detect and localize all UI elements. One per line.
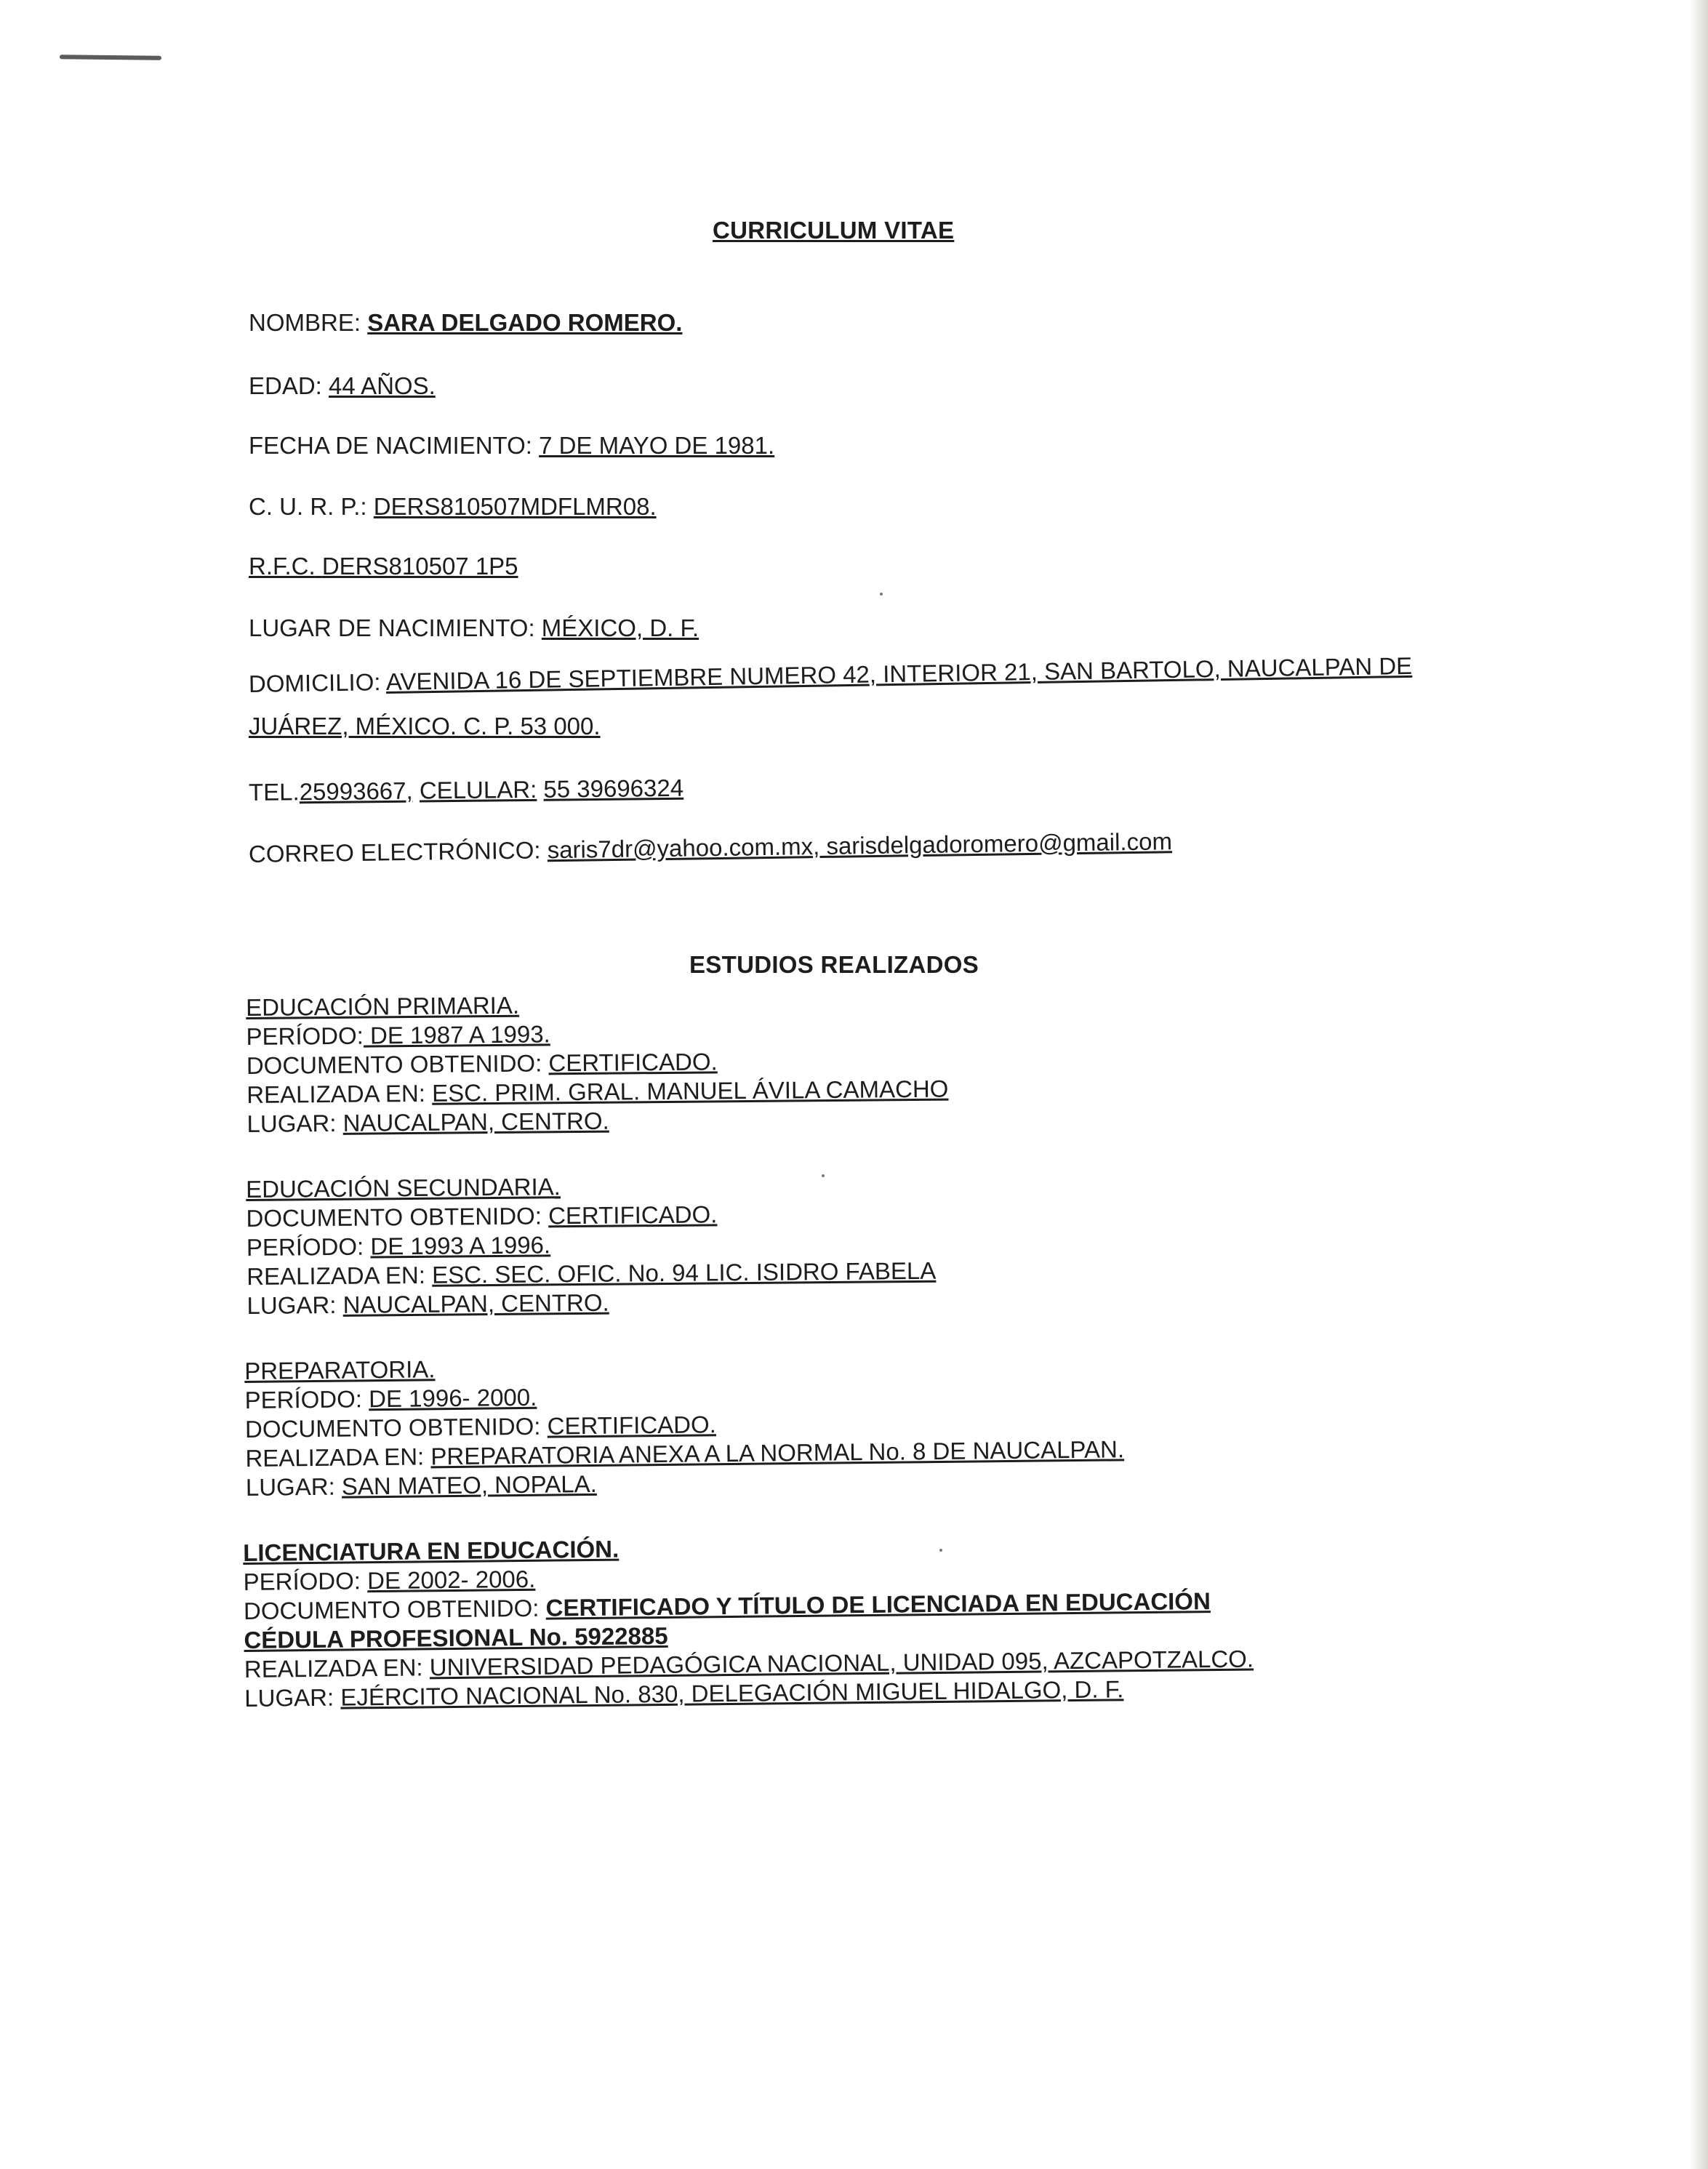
- secundaria-place-row: [246, 1286, 936, 1320]
- name-value: SARA DELGADO ROMERO.: [367, 309, 683, 336]
- email-line: [249, 827, 1172, 868]
- preparatoria-block: [244, 1347, 1125, 1502]
- phone-value: 25993667,: [299, 777, 413, 806]
- preparatoria-school-value: PREPARATORIA ANEXA A LA NORMAL No. 8 DE NAUCALPAN.: [430, 1435, 1125, 1470]
- paper-edge: [1689, 0, 1708, 2169]
- licenciatura-place-value: EJÉRCITO NACIONAL No. 830, DELEGACIÓN MIGUEL HIDALGO, D. F.: [340, 1675, 1124, 1711]
- primaria-school-value: ESC. PRIM. GRAL. MANUEL ÁVILA CAMACHO: [431, 1075, 949, 1107]
- birthplace-label: LUGAR DE NACIMIENTO:: [249, 614, 535, 641]
- secundaria-place-label: LUGAR:: [246, 1291, 337, 1319]
- rfc-value: DERS810507 1P5: [321, 553, 518, 580]
- name-line: [249, 309, 682, 337]
- primaria-period-label: PERÍODO:: [246, 1022, 364, 1050]
- preparatoria-heading: PREPARATORIA.: [244, 1355, 436, 1384]
- birthplace-line: [249, 614, 699, 642]
- preparatoria-doc-value: CERTIFICADO.: [547, 1411, 717, 1440]
- secundaria-school-value: ESC. SEC. OFIC. No. 94 LIC. ISIDRO FABELA: [431, 1256, 937, 1288]
- preparatoria-place-label: LUGAR:: [245, 1472, 335, 1501]
- name-label: NOMBRE:: [249, 309, 361, 336]
- pen-mark: [60, 55, 161, 60]
- ink-speck: [880, 593, 883, 596]
- address-line-1: [249, 652, 1413, 698]
- document-title: CURRICULUM VITAE: [713, 217, 955, 244]
- curp-label: C. U. R. P.:: [249, 493, 367, 520]
- primaria-place-value: NAUCALPAN, CENTRO.: [342, 1107, 609, 1136]
- age-line: [249, 372, 436, 400]
- secundaria-school-row: [246, 1256, 936, 1291]
- secundaria-period-value: DE 1993 A 1996.: [370, 1231, 551, 1260]
- licenciatura-school-label: REALIZADA EN:: [244, 1653, 423, 1683]
- preparatoria-period-label: PERÍODO:: [244, 1385, 363, 1414]
- age-value: 44 AÑOS.: [329, 372, 436, 399]
- licenciatura-place-label: LUGAR:: [244, 1683, 334, 1712]
- licenciatura-cedula: CÉDULA PROFESIONAL No. 5922885: [244, 1621, 668, 1653]
- email-value: saris7dr@yahoo.com.mx, sarisdelgadoromero@gmail.com: [547, 827, 1173, 864]
- primaria-block: [246, 987, 949, 1139]
- rfc-line: [249, 553, 518, 580]
- licenciatura-doc-label: DOCUMENTO OBTENIDO:: [243, 1594, 540, 1624]
- primaria-doc-value: CERTIFICADO.: [548, 1048, 718, 1077]
- secundaria-heading: EDUCACIÓN SECUNDARIA.: [246, 1173, 561, 1203]
- licenciatura-period-label: PERÍODO:: [243, 1567, 361, 1595]
- secundaria-block: [246, 1169, 937, 1320]
- licenciatura-period-value: DE 2002- 2006.: [366, 1565, 536, 1595]
- birth-date-line: [249, 432, 774, 460]
- address-value-1: AVENIDA 16 DE SEPTIEMBRE NUMERO 42, INTERIOR 21, SAN BARTOLO, NAUCALPAN DE: [385, 651, 1413, 696]
- secundaria-doc-value: CERTIFICADO.: [548, 1200, 718, 1230]
- studies-title: ESTUDIOS REALIZADOS: [689, 951, 979, 978]
- primaria-school-row: [246, 1075, 949, 1110]
- primaria-place-label: LUGAR:: [246, 1109, 337, 1137]
- rfc-label: R.F.C.: [249, 553, 316, 580]
- secundaria-period-label: PERÍODO:: [246, 1232, 364, 1261]
- preparatoria-place-value: SAN MATEO, NOPALA.: [341, 1470, 597, 1500]
- primaria-place-row: [246, 1104, 949, 1139]
- secundaria-place-value: NAUCALPAN, CENTRO.: [342, 1288, 609, 1318]
- preparatoria-doc-label: DOCUMENTO OBTENIDO:: [244, 1412, 541, 1443]
- licenciatura-doc-value: CERTIFICADO Y TÍTULO DE LICENCIADA EN EDUCACIÓN: [545, 1587, 1211, 1621]
- email-label: CORREO ELECTRÓNICO:: [248, 836, 541, 867]
- age-label: EDAD:: [249, 372, 322, 399]
- cell-value: 55 39696324: [543, 774, 684, 803]
- licenciatura-block: [243, 1528, 1254, 1713]
- birth-date-value: 7 DE MAYO DE 1981.: [539, 432, 775, 459]
- licenciatura-heading: LICENCIATURA EN EDUCACIÓN.: [243, 1535, 620, 1566]
- primaria-school-label: REALIZADA EN:: [246, 1079, 426, 1108]
- primaria-heading: EDUCACIÓN PRIMARIA.: [246, 991, 520, 1021]
- curp-value: DERS810507MDFLMR08.: [373, 493, 657, 520]
- primaria-period-value: DE 1987 A 1993.: [363, 1020, 550, 1049]
- birth-date-label: FECHA DE NACIMIENTO:: [249, 432, 532, 459]
- curp-line: [249, 493, 657, 521]
- phone-label: TEL.: [248, 778, 300, 806]
- phone-line: [249, 774, 684, 806]
- secundaria-school-label: REALIZADA EN:: [246, 1261, 426, 1290]
- address-label: DOMICILIO:: [248, 668, 381, 697]
- secundaria-doc-label: DOCUMENTO OBTENIDO:: [246, 1202, 542, 1232]
- birthplace-value: MÉXICO, D. F.: [541, 614, 699, 641]
- primaria-doc-label: DOCUMENTO OBTENIDO:: [246, 1049, 542, 1079]
- licenciatura-school-value: UNIVERSIDAD PEDAGÓGICA NACIONAL, UNIDAD 095, AZCAPOTZALCO.: [429, 1645, 1254, 1681]
- cell-label: CELULAR:: [419, 775, 537, 804]
- preparatoria-school-label: REALIZADA EN:: [245, 1443, 425, 1472]
- address-line-2: JUÁREZ, MÉXICO. C. P. 53 000.: [249, 713, 601, 739]
- preparatoria-period-value: DE 1996- 2000.: [368, 1383, 537, 1413]
